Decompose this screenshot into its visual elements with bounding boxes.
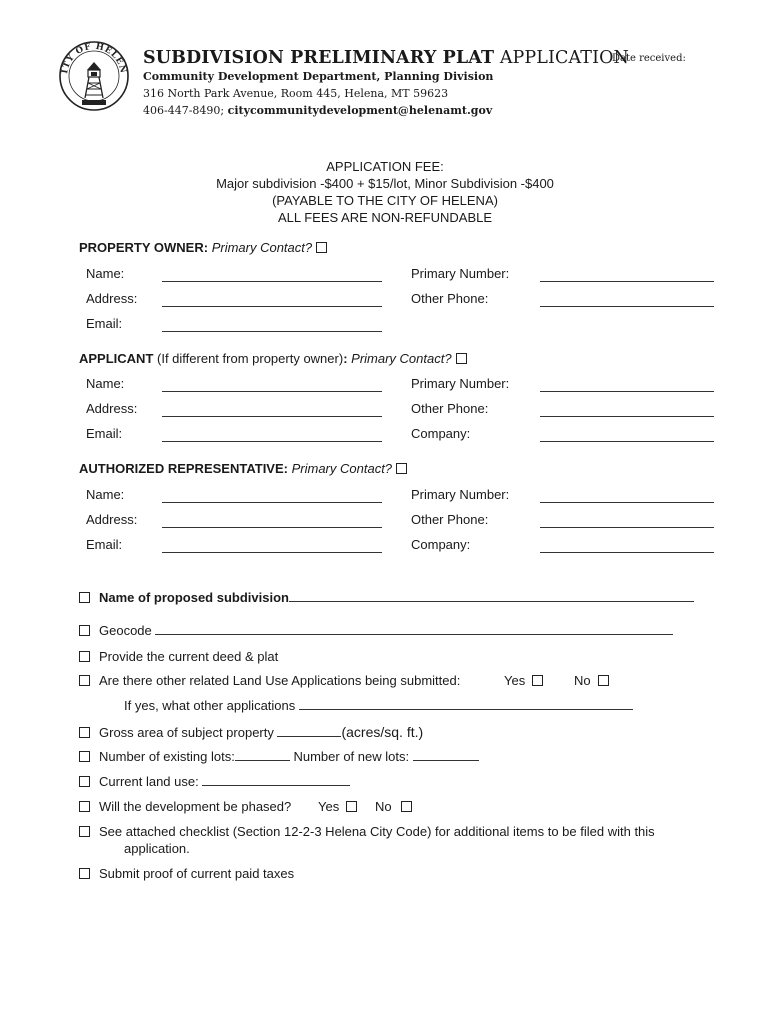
checklist-taxes: Submit proof of current paid taxes: [79, 866, 294, 881]
checklist-related-apps: Are there other related Land Use Applications being submitted:: [79, 673, 460, 688]
attached-checklist-checkbox[interactable]: [79, 826, 90, 837]
checklist-gross-area: Gross area of subject property (acres/sq. ft.): [79, 724, 423, 740]
applicant-company-label: Company:: [411, 426, 471, 441]
geocode-field[interactable]: [155, 623, 673, 635]
owner-primary-number-label: Primary Number:: [411, 266, 510, 281]
applicant-email-field[interactable]: [162, 441, 382, 442]
form-title-rest: APPLICATION: [499, 48, 629, 68]
related-apps-no: No: [574, 673, 609, 688]
checklist-phased: Will the development be phased?: [79, 799, 291, 814]
owner-other-phone-label: Other Phone:: [411, 291, 489, 306]
related-apps-yes: Yes: [504, 673, 543, 688]
form-title: [143, 48, 629, 68]
taxes-checkbox[interactable]: [79, 868, 90, 879]
checklist-deed: Provide the current deed & plat: [79, 649, 278, 664]
land-use-field[interactable]: [202, 774, 350, 786]
related-apps-checkbox[interactable]: [79, 675, 90, 686]
proposed-name-checkbox[interactable]: [79, 592, 90, 603]
applicant-other-phone-label: Other Phone:: [411, 401, 489, 416]
city-of-helena-seal: [58, 40, 130, 112]
deed-checkbox[interactable]: [79, 651, 90, 662]
applicant-name-label: Name:: [86, 376, 125, 391]
applicant-primary-number-label: Primary Number:: [411, 376, 510, 391]
land-use-checkbox[interactable]: [79, 776, 90, 787]
rep-company-label: Company:: [411, 537, 471, 552]
representative-primary-checkbox[interactable]: [396, 463, 407, 474]
proposed-name-field[interactable]: [289, 590, 694, 602]
owner-address-label: Address:: [86, 291, 138, 306]
svg-text:CITY OF HELENA: ITY OF HELEN: [60, 41, 129, 75]
representative-heading: AUTHORIZED REPRESENTATIVE: Primary Contact?: [79, 461, 407, 476]
rep-address-label: Address:: [86, 512, 138, 527]
rep-email-field[interactable]: [162, 552, 382, 553]
gross-area-field[interactable]: [277, 725, 341, 737]
applicant-address-label: Address:: [86, 401, 138, 416]
phased-no: No: [375, 799, 412, 814]
geocode-checkbox[interactable]: [79, 625, 90, 636]
owner-email-field[interactable]: [162, 331, 382, 332]
owner-name-field[interactable]: [162, 281, 382, 282]
application-fee-block: [0, 158, 770, 226]
rep-other-phone-label: Other Phone:: [411, 512, 489, 527]
applicant-name-field[interactable]: [162, 391, 382, 392]
department-phone: 406-447-8490;: [143, 104, 225, 117]
seal-icon: [58, 40, 130, 112]
applicant-company-field[interactable]: [540, 441, 714, 442]
applicant-address-field[interactable]: [162, 416, 382, 417]
new-lots-field[interactable]: [413, 749, 479, 761]
owner-name-label: Name:: [86, 266, 125, 281]
owner-email-label: Email:: [86, 316, 123, 331]
lots-checkbox[interactable]: [79, 751, 90, 762]
property-owner-heading: PROPERTY OWNER: Primary Contact?: [79, 240, 327, 255]
phased-yes-checkbox[interactable]: [346, 801, 357, 812]
rep-company-field[interactable]: [540, 552, 714, 553]
related-apps-yes-checkbox[interactable]: [532, 675, 543, 686]
checklist-land-use: Current land use:: [79, 774, 350, 789]
applicant-other-phone-field[interactable]: [540, 416, 714, 417]
department-email: citycommunitydevelopment@helenamt.gov: [227, 104, 493, 117]
related-apps-no-checkbox[interactable]: [598, 675, 609, 686]
property-owner-primary-checkbox[interactable]: [316, 242, 327, 253]
if-yes-other-apps: If yes, what other applications: [124, 698, 633, 713]
fee-payable: (PAYABLE TO THE CITY OF HELENA): [272, 193, 498, 208]
checklist-lots: Number of existing lots: Number of new lots:: [79, 749, 479, 764]
owner-address-field[interactable]: [162, 306, 382, 307]
rep-primary-number-label: Primary Number:: [411, 487, 510, 502]
phased-yes: Yes: [318, 799, 357, 814]
applicant-heading: APPLICANT (If different from property owner): Primary Contact?: [79, 351, 467, 366]
existing-lots-field[interactable]: [235, 749, 290, 761]
department-contact: [143, 104, 492, 117]
applicant-primary-checkbox[interactable]: [456, 353, 467, 364]
rep-address-field[interactable]: [162, 527, 382, 528]
other-apps-field[interactable]: [299, 698, 633, 710]
fee-heading: APPLICATION FEE:: [326, 159, 444, 174]
applicant-email-label: Email:: [86, 426, 123, 441]
department-name: Community Development Department, Planning Division: [143, 70, 494, 83]
rep-name-field[interactable]: [162, 502, 382, 503]
rep-primary-number-field[interactable]: [540, 502, 714, 503]
applicant-primary-number-field[interactable]: [540, 391, 714, 392]
owner-other-phone-field[interactable]: [540, 306, 714, 307]
rep-other-phone-field[interactable]: [540, 527, 714, 528]
checklist-attached-line2: application.: [124, 841, 190, 856]
date-received-label: Date received:: [612, 53, 686, 64]
rep-name-label: Name:: [86, 487, 125, 502]
fee-amounts: Major subdivision -$400 + $15/lot, Minor Subdivision -$400: [216, 176, 554, 191]
department-address: 316 North Park Avenue, Room 445, Helena, MT 59623: [143, 87, 449, 100]
form-title-bold: SUBDIVISION PRELIMINARY PLAT: [143, 48, 495, 68]
phased-checkbox[interactable]: [79, 801, 90, 812]
checklist-geocode: Geocode: [79, 623, 673, 638]
checklist-proposed-name: Name of proposed subdivision: [79, 590, 694, 605]
rep-email-label: Email:: [86, 537, 123, 552]
gross-area-checkbox[interactable]: [79, 727, 90, 738]
fee-nonrefundable: ALL FEES ARE NON-REFUNDABLE: [277, 210, 493, 225]
owner-primary-number-field[interactable]: [540, 281, 714, 282]
phased-no-checkbox[interactable]: [401, 801, 412, 812]
checklist-attached: See attached checklist (Section 12-2-3 Helena City Code) for additional items to be filed with this: [79, 824, 655, 839]
